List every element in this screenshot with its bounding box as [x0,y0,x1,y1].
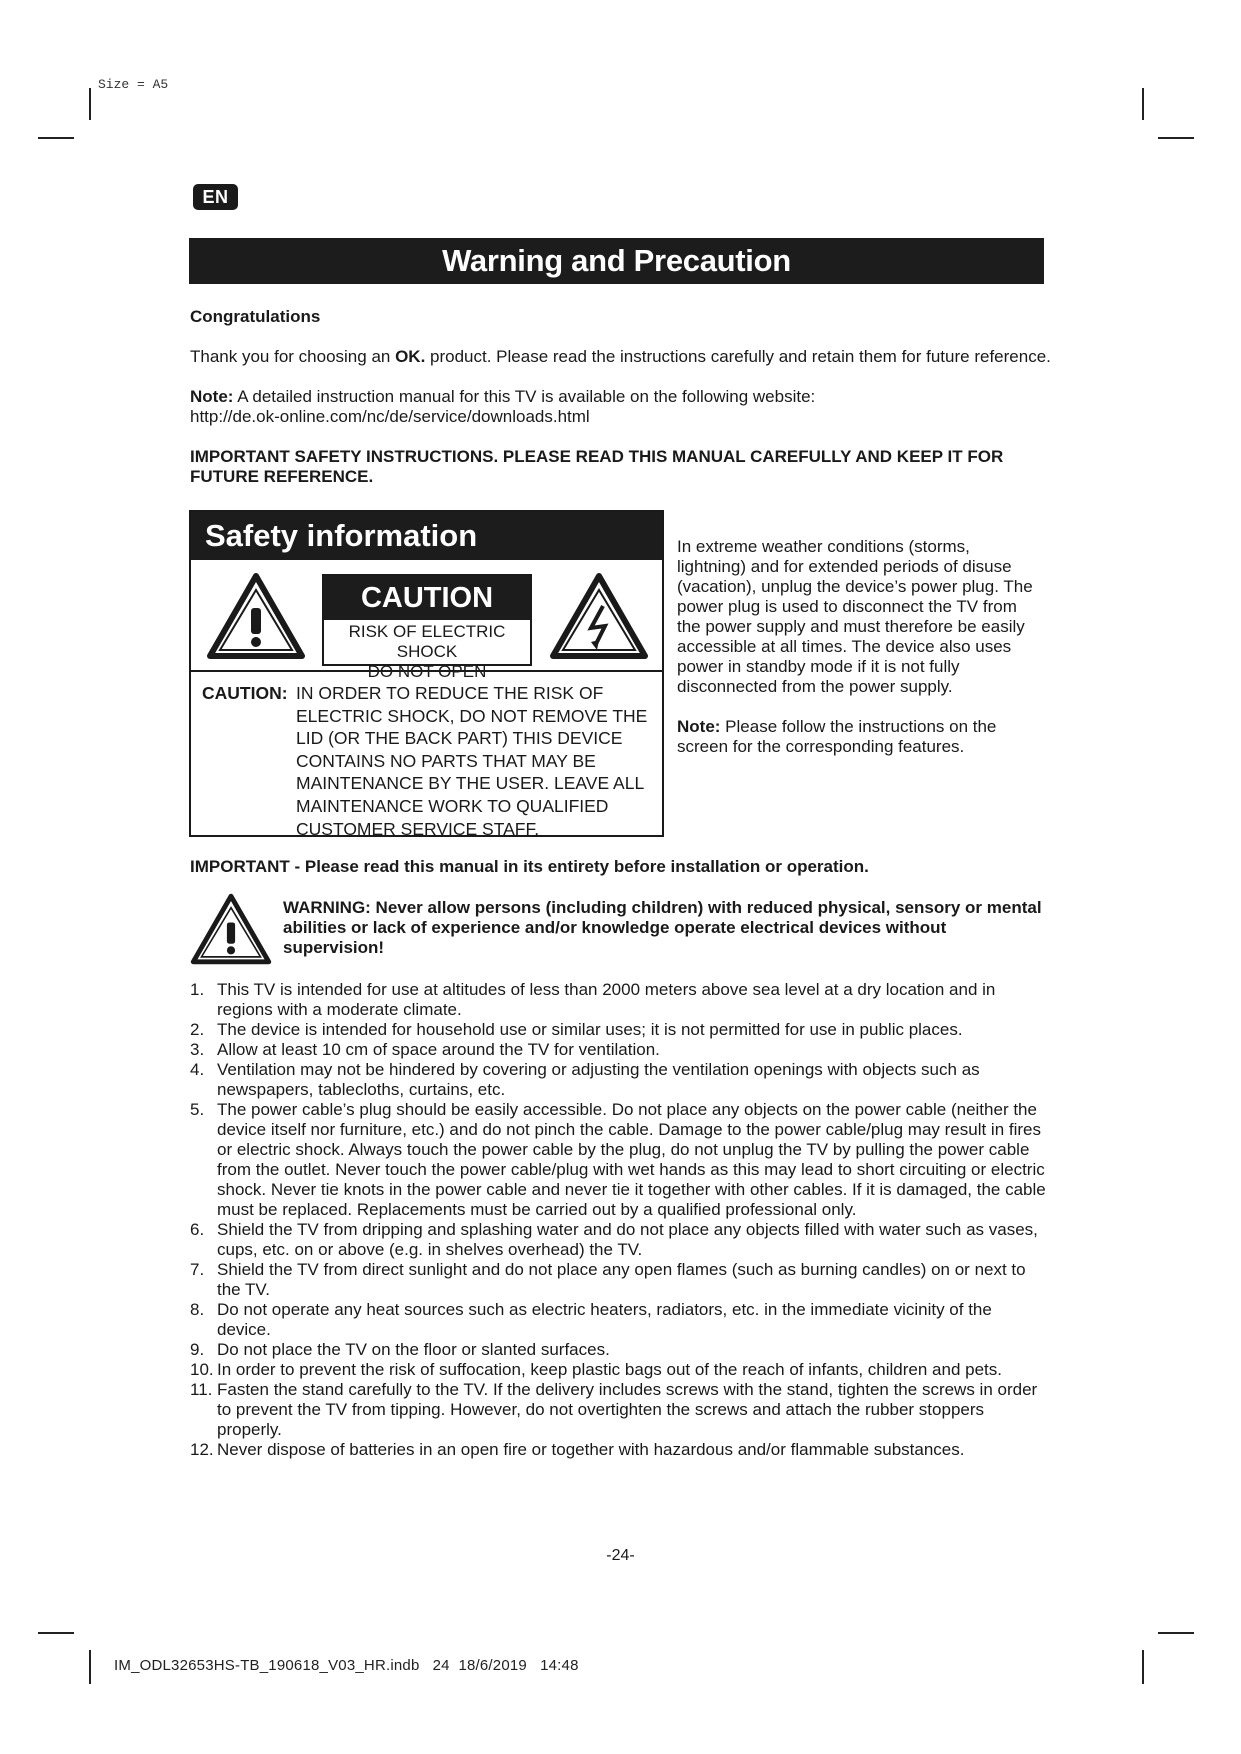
list-item: 4. Ventilation may not be hindered by covering or adjusting the ventilation openings with objects such as newspapers, tablecloths, curtains, etc. [190,1060,980,1099]
caution-risk-text: RISK OF ELECTRIC SHOCK [348,622,506,661]
page-title: Warning and Precaution [189,238,1044,284]
manual-url: http://de.ok-online.com/nc/de/service/downloads.html [190,407,590,426]
warning-text: WARNING: Never allow persons (including children) with reduced physical, sensory or mental abilities or lack of experience and/or knowledge operate electrical devices without supervision! [283,898,1042,957]
caution-text-label: CAUTION: [202,683,288,703]
screen-note-text: Please follow the instructions on the screen for the corresponding features. [677,717,997,756]
list-item: 8. Do not operate any heat sources such as electric heaters, radiators, etc. in the immediate vicinity of the device. [190,1300,992,1339]
page-number: -24- [606,1547,635,1564]
note-label: Note: [190,387,234,406]
crop-mark [89,1650,91,1684]
important-safety-instructions: IMPORTANT SAFETY INSTRUCTIONS. PLEASE READ THIS MANUAL CAREFULLY AND KEEP IT FOR FUTURE REFERENCE. [190,447,1004,486]
thanks-pre: Thank you for choosing an [190,347,396,366]
manual-note [190,387,1050,427]
list-item: 6. Shield the TV from dripping and splashing water and do not place any objects filled with water such as vases, cups, etc. on or above (e.g. in shelves overhead) the TV. [190,1220,1038,1259]
crop-mark [1158,1632,1194,1634]
caution-do-not-open-text: DO NOT OPEN [367,662,487,681]
screen-note-label: Note: [677,717,721,736]
crop-mark [1142,1650,1144,1684]
exclamation-warning-icon [206,572,306,660]
crop-mark [89,88,91,120]
safety-information-box [189,510,664,837]
list-item: 11. Fasten the stand carefully to the TV. If the delivery includes screws with the stand, tighten the screws in order to prevent the TV from tipping. However, do not overtighten the screws and attach the rubber stoppers properly. [190,1380,1038,1439]
list-item: 12. Never dispose of batteries in an open fire or together with hazardous and/or flammable substances. [190,1440,965,1459]
safety-list [190,980,1050,1460]
list-item: 5. The power cable’s plug should be easily accessible. Do not place any objects on the power cable (neither the device itself nor furniture, etc.) and do not pinch the cable. Damage to the power cable/plug may result in fires or electric shock. Always touch the power cable by the plug, do not unplug the TV by pulling the power cable from the outlet. Never touch the power cable/plug with wet hands as this may lead to short circuiting or electric shock. Never tie knots in the power cable and never tie it together with other cables. If it is damaged, the cable must be replaced. Replacements must be carried out by a qualified professional only. [190,1100,1046,1219]
print-size-label: Size = A5 [98,77,169,92]
list-item: 1. This TV is intended for use at altitudes of less than 2000 meters above sea level at a dry location and in regions with a moderate climate. [190,980,996,1019]
crop-mark [1158,137,1194,139]
list-item: 7. Shield the TV from direct sunlight and do not place any open flames (such as burning candles) on or next to the TV. [190,1260,1026,1299]
caution-label-box [322,574,532,681]
electric-shock-icon [549,572,649,660]
congratulations-heading: Congratulations [190,307,321,326]
brand-name: OK. [395,347,426,366]
caution-title: CAUTION [324,576,530,620]
caution-text-block [191,672,662,840]
list-item: 3. Allow at least 10 cm of space around the TV for ventilation. [190,1040,660,1059]
weather-paragraph: In extreme weather conditions (storms, lightning) and for extended periods of disuse (vacation), unplug the device’s power plug. The power plug is used to disconnect the TV from the power supply and must therefore be easily accessible at all times. The device also uses power in standby mode if it is not fully disconnected from the power supply. [677,537,1033,696]
thanks-post: product. Please read the instructions carefully and retain them for future reference. [425,347,1051,366]
crop-mark [1142,88,1144,120]
crop-mark [38,1632,74,1634]
exclamation-warning-icon [190,892,272,966]
important-read-notice: IMPORTANT - Please read this manual in its entirety before installation or operation. [190,857,869,876]
note-text: A detailed instruction manual for this TV is available on the following website: [233,387,816,406]
list-item: 9. Do not place the TV on the floor or slanted surfaces. [190,1340,610,1359]
crop-mark [38,137,74,139]
list-item: 10. In order to prevent the risk of suffocation, keep plastic bags out of the reach of infants, children and pets. [190,1360,1002,1379]
screen-note [677,717,1037,757]
caution-text-body: IN ORDER TO REDUCE THE RISK OF ELECTRIC SHOCK, DO NOT REMOVE THE LID (OR THE BACK PART) THIS DEVICE CONTAINS NO PARTS THAT MAY BE MAINTENANCE BY THE USER. LEAVE ALL MAINTENANCE WORK TO QUALIFIED CUSTOMER SERVICE STAFF. [296,683,648,839]
safety-heading: Safety information [191,512,662,560]
list-item: 2. The device is intended for household use or similar uses; it is not permitted for use in public places. [190,1020,963,1039]
language-badge: EN [193,184,238,210]
thanks-paragraph [190,347,1060,367]
print-file-info: IM_ODL32653HS-TB_190618_V03_HR.indb 24 18/6/2019 14:48 [114,1657,579,1674]
safety-icons-row [191,560,662,681]
